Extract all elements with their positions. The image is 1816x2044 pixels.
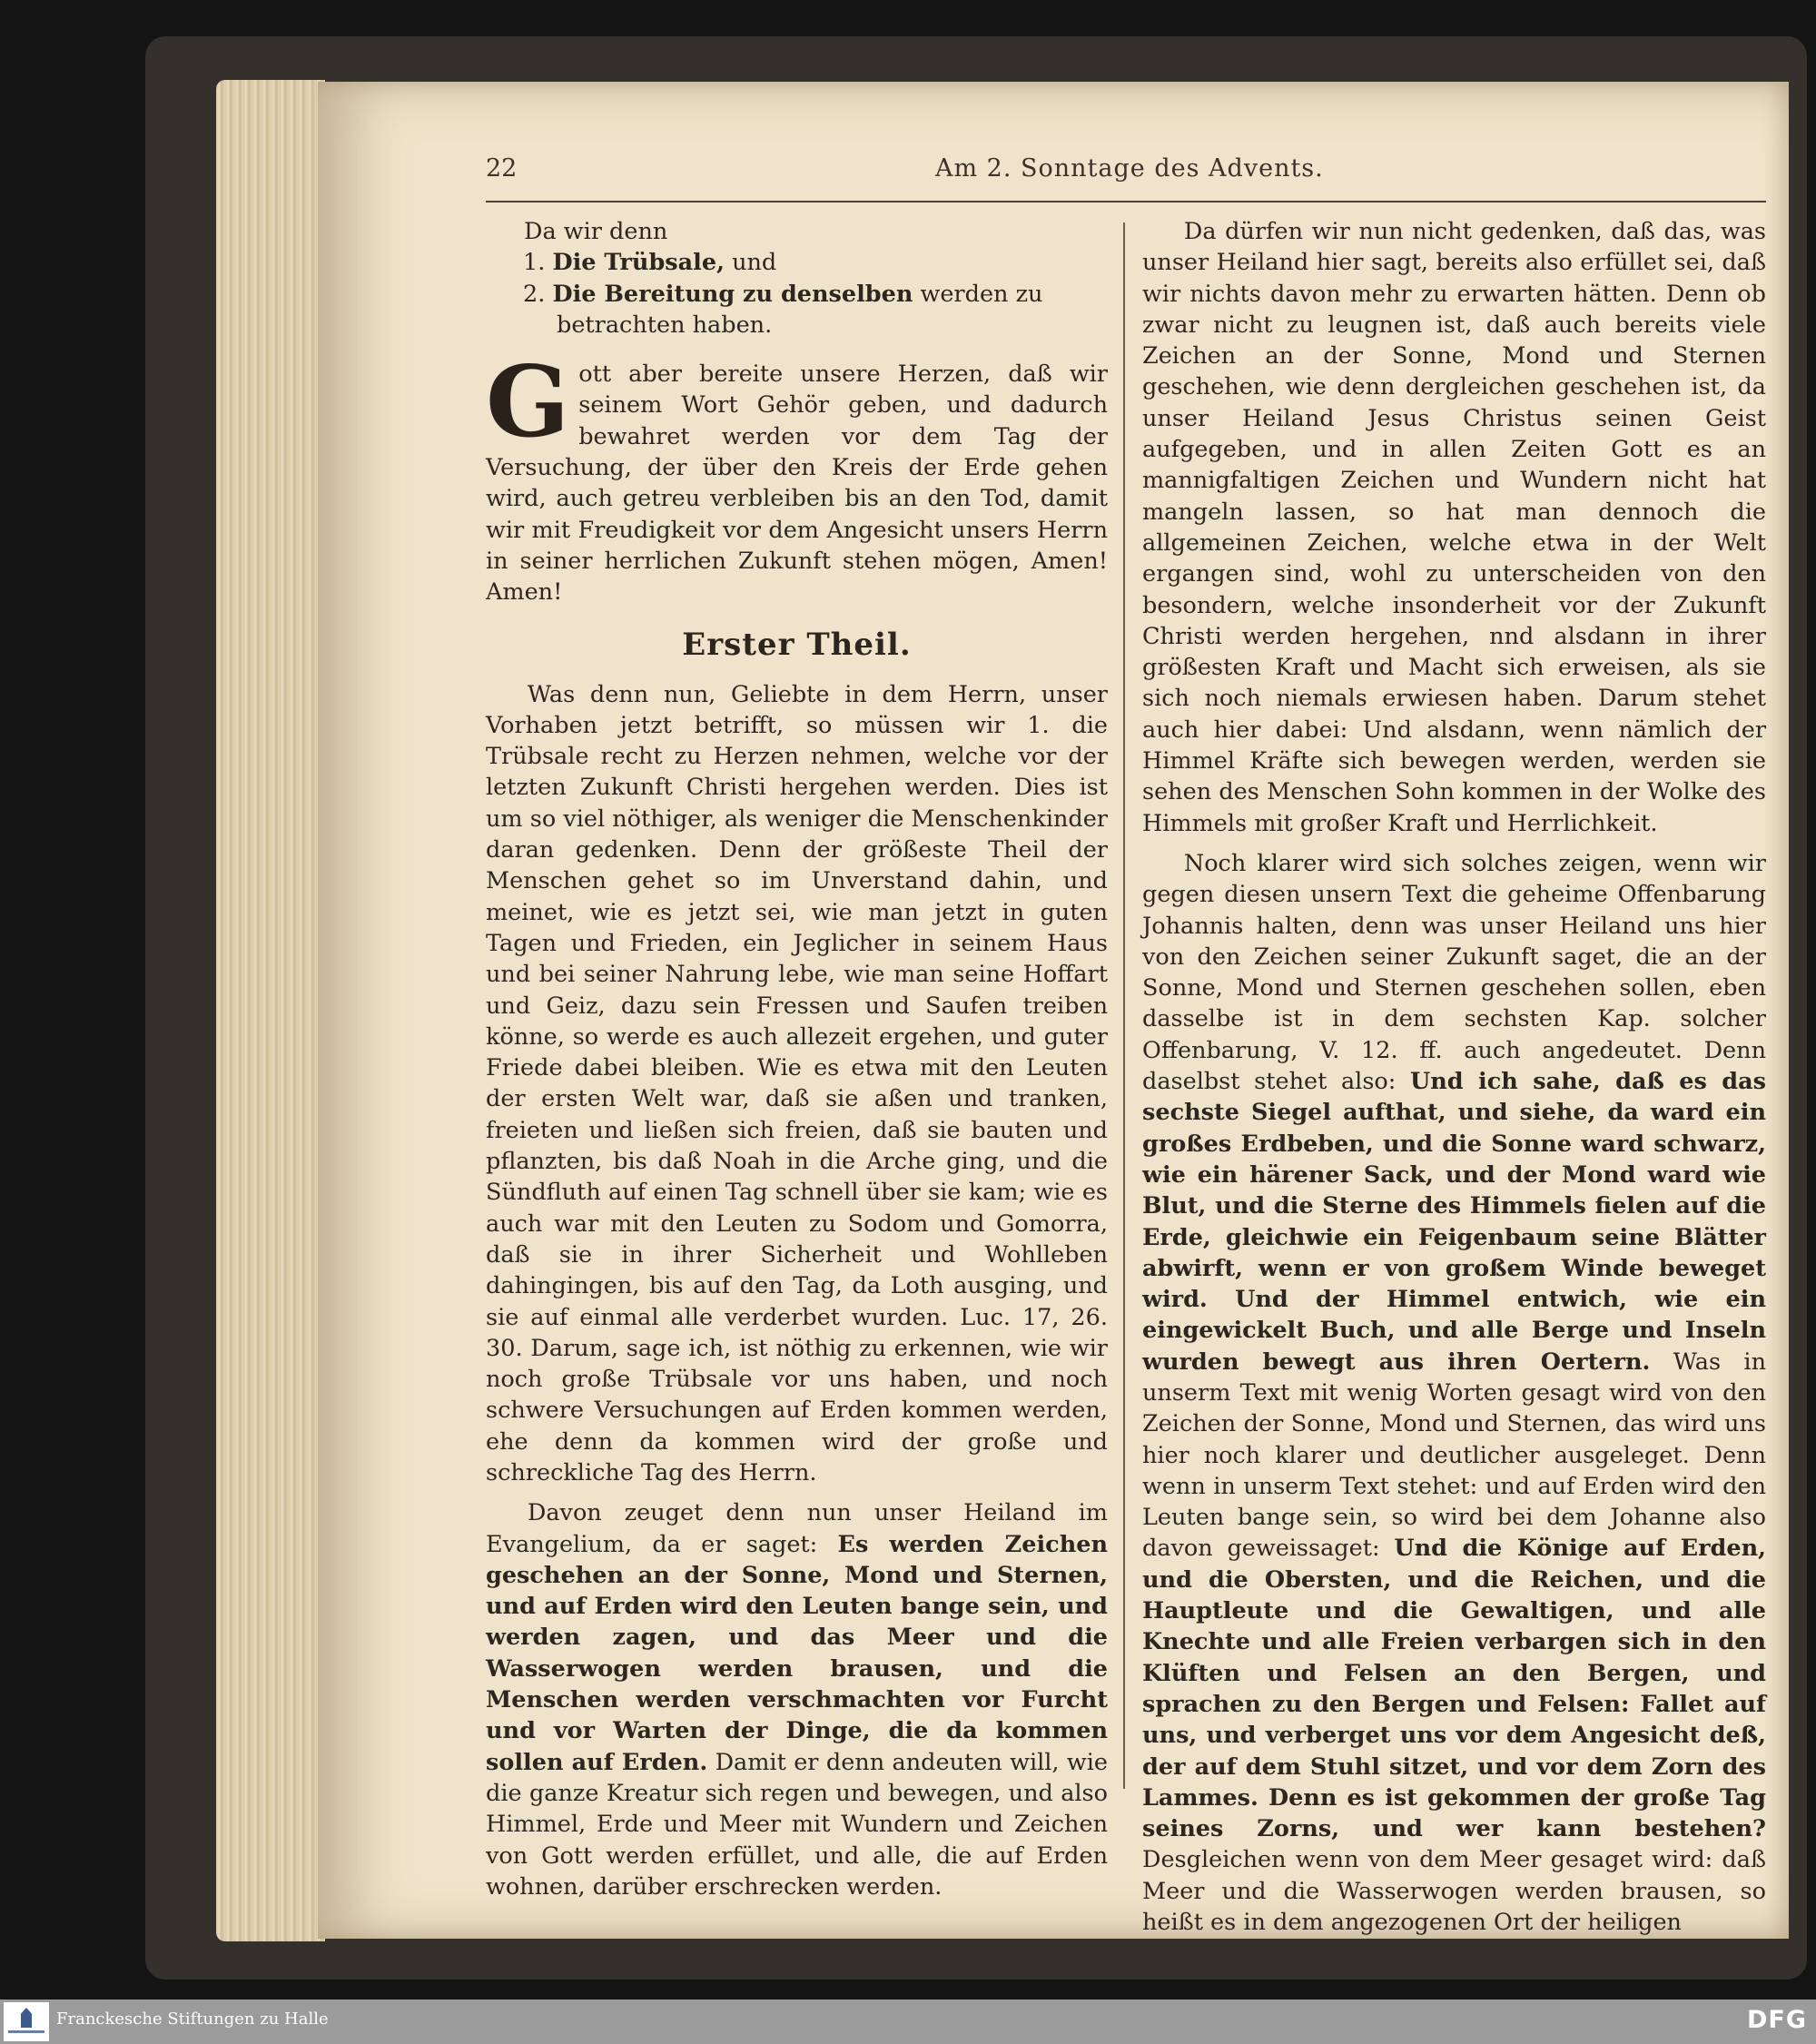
body-paragraph xyxy=(1142,216,1766,839)
list-topic: Die Trübsale, xyxy=(552,249,725,277)
page-edges xyxy=(216,80,325,1941)
institution-logo xyxy=(4,2002,49,2041)
page-number: 22 xyxy=(486,154,518,183)
list-text: werden zu betrachten haben. xyxy=(557,280,1043,339)
viewer-footer xyxy=(0,2000,1816,2044)
intro-line: Da wir denn xyxy=(524,218,668,245)
header-rule xyxy=(486,201,1766,202)
body-paragraph: Was denn nun, Geliebte in dem Herrn, unser Vorhaben jetzt betrifft, so müssen wir 1. die Trübsale recht zu Herzen nehmen, welche vor der letzten Zukunft Christi hergehen werden. Dies ist um so viel nöthiger, als weniger die Menschenkinder daran gedenken. Denn der größeste Theil der Menschen gehet so im Unverstand dahin, und meinet, wie es jetzt sei, wie man jetzt in guten Tagen und Frieden, ein Jeglicher in seinem Haus und bei seiner Nahrung lebe, wie man seine Hoffart und Geiz, dazu sein Fressen und Saufen treiben könne, so werde es auch allezeit ergehen, und guter Friede dabei bleiben. Wie es etwa mit den Leuten der ersten Welt war, daß sie aßen und tranken, freieten und ließen sich freien, daß sie bauten und pflanzten, bis daß Noah in die Arche ging, und die Sündfluth auf einen Tag schnell über sie kam; wie es auch war mit den Leuten zu Sodom und Gomorra, daß sie in ihrer Sicherheit und Wohlleben dahingingen, bis auf den Tag, da Loth ausging, und sie auf einmal alle verderbet wurden. Luc. 17, 26. 30. Darum, sage ich, ist nöthig zu erkennen, wie wir noch große Trübsale vor uns haben, und noch schwere Versuchungen auf Erden kommen werden, ehe denn da kommen wird der große und schreckliche Tag des Herrn. xyxy=(486,680,1108,1486)
scripture-quote: Und die Könige auf Erden, und die Obersten, und die Reichen, und die Hauptleute und die Gewaltigen, und alle Knechte und alle Freien verbargen sich in den Klüften und Felsen an den Bergen, und sprachen zu den Bergen und Felsen: Fallet auf uns, und verberget uns vor dem Angesicht deß, der auf dem Stuhl sitzet, und vor dem Zorn des Lammes. Denn es ist gekommen der große Tag seines Zorns, und wer kann bestehen? xyxy=(1142,1535,1766,1843)
dfg-logo: DFG xyxy=(1746,2006,1807,2034)
institution-name: Franckesche Stiftungen zu Halle xyxy=(56,2009,329,2029)
page-header xyxy=(486,154,1766,200)
paragraph-text: Noch klarer wird sich solches zeigen, wenn wir gegen diesen unsern Text die geheime Offenbarung Johannis halten, denn was unser Heiland uns hier von den Zeichen seiner Zukunft saget, die an der Sonne, Mond und Sternen geschehen sollen, eben dasselbe ist in dem sechsten Kap. solcher Offenbarung, V. 12. ff. auch angedeutet. Denn daselbst stehet also: xyxy=(1142,849,1766,1096)
scripture-quote: Und ich sahe, daß es das sechste Siegel aufthat, und siehe, da ward ein großes Erdbeben, und die Sonne ward schwarz, wie ein härener Sack, und der Mond ward wie Blut, und die Sterne des Himmels fielen auf die Erde, gleichwie ein Feigenbaum seine Blätter abwirft, wenn er von großem Winde beweget wird. Und der Himmel entwich, wie ein eingewickelt Buch, und alle Berge und Inseln wurden bewegt aus ihren Oertern. xyxy=(1142,1068,1766,1376)
list-number: 2. xyxy=(523,280,546,308)
building-icon xyxy=(21,2008,32,2028)
body-paragraph xyxy=(486,1497,1108,1902)
right-column xyxy=(1142,216,1766,1938)
list-item xyxy=(523,279,1108,341)
paragraph-text: Und alsdann, wenn nämlich der Himmel Kräfte sich bewegen werden, werden sie sehen des Menschen Sohn kommen in der Wolke des Himmels mit großer Kraft und Herrlichkeit. xyxy=(1142,716,1767,837)
paragraph-text: Was in unserm Text mit wenig Worten gesagt wird von den Zeichen der Sonne, Mond und Sternen, das wird uns hier noch klarer und deutlicher ausgeleget. Denn wenn in unserm Text stehet: und auf Erden wird den Leuten bange sein, so wird bei dem Johanne also davon geweissaget: xyxy=(1142,1348,1766,1563)
paragraph-text: Damit er denn andeuten will, wie die ganze Kreatur sich regen und bewegen, und also Himmel, Erde und Meer mit Wundern und Zeichen von Gott werden erfüllet, und alle, die auf Erden wohnen, darüber erschrecken werden. xyxy=(486,1748,1108,1901)
logo-caption-mark xyxy=(8,2030,44,2033)
body-paragraph xyxy=(1142,848,1766,1938)
prayer-paragraph xyxy=(486,345,1108,607)
topic-list xyxy=(486,247,1108,341)
list-topic: Die Bereitung zu denselben xyxy=(552,280,913,308)
prayer-text: ott aber bereite unsere Herzen, daß wir seinem Wort Gehör geben, und dadurch bewahret werden vor dem Tag der Versuchung, der über den Kreis der Erde gehen wird, auch getreu verbleiben bis an den Tod, damit wir mit Freudigkeit vor dem Angesicht unsers Herrn in seiner herrlichen Zukunft stehen mögen, Amen! Amen! xyxy=(486,360,1108,607)
section-heading: Erster Theil. xyxy=(682,626,912,663)
list-number: 1. xyxy=(523,249,546,277)
left-column xyxy=(486,216,1108,1902)
drop-cap: G xyxy=(486,345,570,460)
scripture-quote: Es werden Zeichen geschehen an der Sonne, Mond und Sternen, und auf Erden wird den Leuten bange sein, und werden zagen, und das Meer und die Wasserwogen werden brausen, und die Menschen werden verschmachten vor Furcht und vor Warten der Dinge, die da kommen sollen auf Erden. xyxy=(486,1530,1108,1776)
column-divider xyxy=(1123,222,1125,1789)
running-title: Am 2. Sonntage des Advents. xyxy=(935,154,1324,183)
paragraph-text: Da dürfen wir nun nicht gedenken, daß das, was unser Heiland hier sagt, bereits also erfüllet sei, daß wir nichts davon mehr zu erwarten hätten. Denn ob zwar nicht zu leugnen ist, daß auch bereits viele Zeichen an der Sonne, Mond und Sternen geschehen, wie denn dergleichen geschehen ist, da unser Heiland Jesus Christus seinen Geist aufgegeben, und in allen Zeiten Gott es an mannigfaltigen Zeichen und Wundern nicht hat mangeln lassen, so hat man dennoch die allgemeinen Zeichen, welche etwa in der Welt ergangen sind, wohl zu unterscheiden von den besondern, welche insonderheit vor der Zukunft Christi werden hergehen, nnd alsdann in ihrer größesten Kraft und Macht sich erweisen, als sie sich noch niemals erwiesen haben. Darum stehet auch hier dabei: xyxy=(1142,218,1766,744)
paragraph-text: Davon zeuget denn nun unser Heiland im Evangelium, da er saget: xyxy=(486,1499,1108,1558)
list-text: und xyxy=(732,249,777,277)
list-item xyxy=(523,247,1108,278)
paragraph-text: Desgleichen wenn von dem Meer gesaget wird: daß Meer und die Wasserwogen werden brausen, so heißt es in dem angezogenen Ort der heiligen xyxy=(1142,1846,1766,1937)
